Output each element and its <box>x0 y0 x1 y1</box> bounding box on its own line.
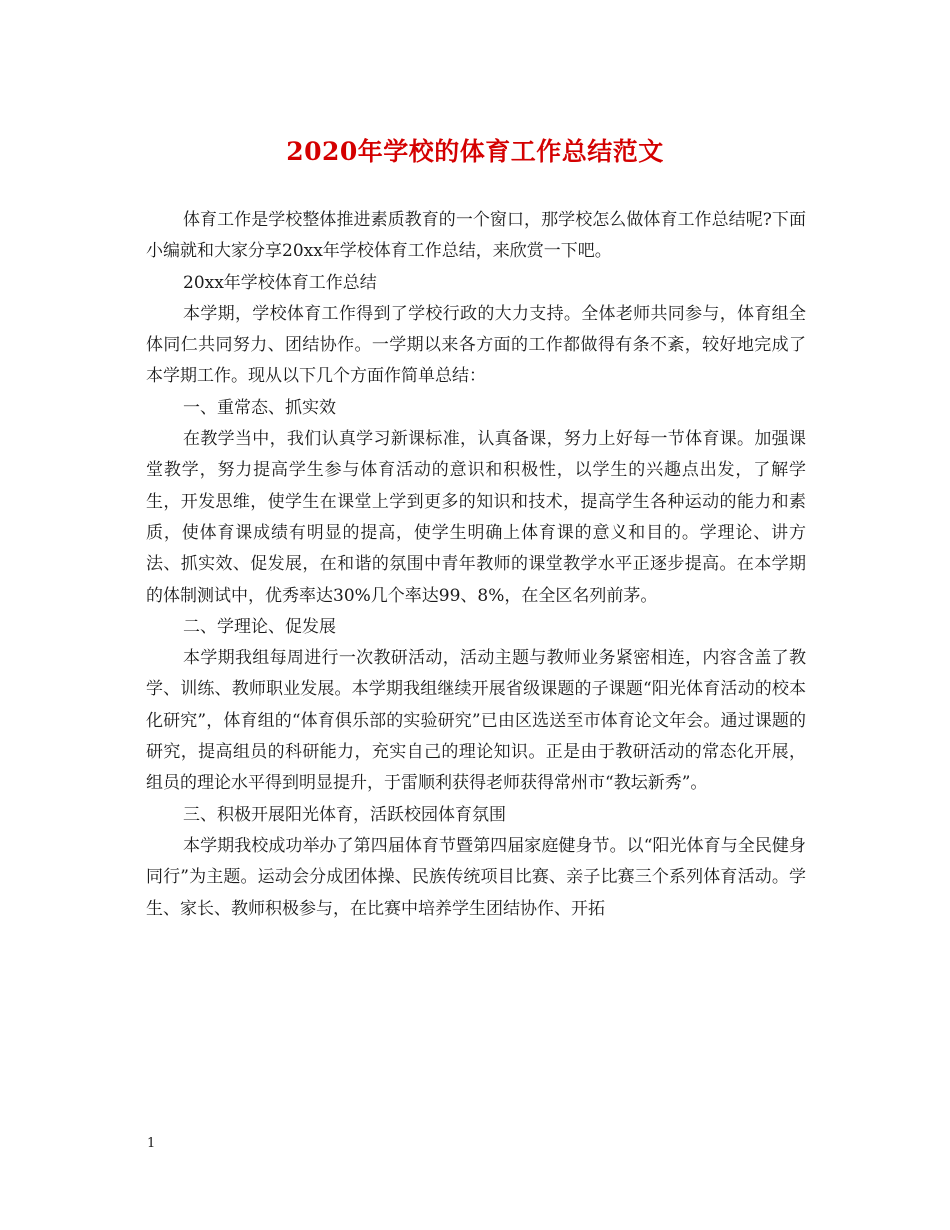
paragraph-section-3: 本学期我校成功举办了第四届体育节暨第四届家庭健身节。以“阳光体育与全民健身同行”为主题。运动会分成团体操、民族传统项目比赛、亲子比赛三个系列体育活动。学生、家长、教师积极参与，在比赛中培养学生团结协作、开拓 <box>146 835 806 919</box>
paragraph-section-2: 本学期我组每周进行一次教研活动，活动主题与教师业务紧密相连，内容含盖了教学、训练、教师职业发展。本学期我组继续开展省级课题的子课题“阳光体育活动的校本化研究”，体育组的“体育俱乐部的实验研究”已由区选送至市体育论文年会。通过课题的研究，提高组员的科研能力，充实自己的理论知识。正是由于教研活动的常态化开展，组员的理论水平得到明显提升，于雷顺利获得老师获得常州市“教坛新秀”。 <box>146 648 806 794</box>
paragraph-subtitle: 20xx年学校体育工作总结 <box>183 272 377 293</box>
section-heading-2: 二、学理论、促发展 <box>183 616 336 637</box>
section-heading-1: 一、重常态、抓实效 <box>183 397 336 418</box>
paragraph-section-1: 在教学当中，我们认真学习新课标准，认真备课，努力上好每一节体育课。加强课堂教学，努力提高学生参与体育活动的意识和积极性，以学生的兴趣点出发，了解学生，开发思维，使学生在课堂上学到更多的知识和技术，提高学生各种运动的能力和素质，使体育课成绩有明显的提高，使学生明确上体育课的意义和目的。学理论、讲方法、抓实效、促发展，在和谐的氛围中青年教师的课堂教学水平正逐步提高。在本学期的体制测试中，优秀率达30%几个率达99、8%，在全区名列前茅。 <box>146 429 806 606</box>
document-title: 2020年学校的体育工作总结范文 <box>286 137 664 166</box>
paragraph-overview: 本学期，学校体育工作得到了学校行政的大力支持。全体老师共同参与，体育组全体同仁共同努力、团结协作。一学期以来各方面的工作都做得有条不紊，较好地完成了本学期工作。现从以下几个方面作简单总结： <box>146 303 806 387</box>
document-body <box>146 205 806 925</box>
paragraph-intro: 体育工作是学校整体推进素质教育的一个窗口，那学校怎么做体育工作总结呢?下面小编就和大家分享20xx年学校体育工作总结，来欣赏一下吧。 <box>146 210 806 262</box>
page-number: 1 <box>147 1136 156 1151</box>
section-heading-3: 三、积极开展阳光体育，活跃校园体育氛围 <box>183 804 506 825</box>
